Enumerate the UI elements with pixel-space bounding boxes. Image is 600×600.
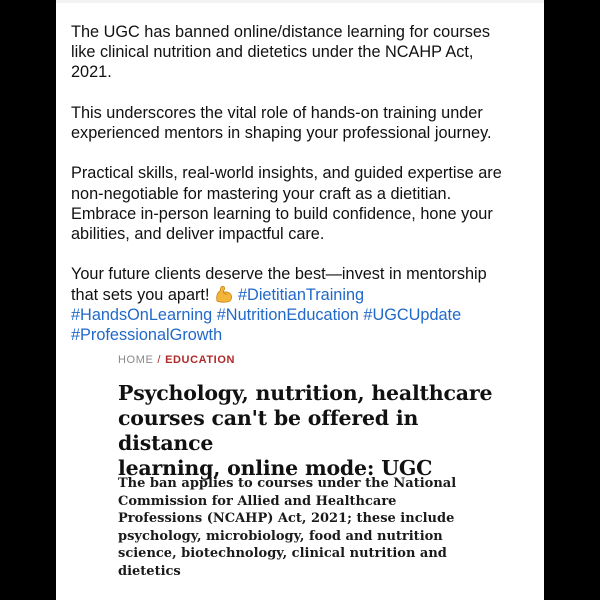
- hashtag-link[interactable]: #HandsOnLearning: [71, 305, 213, 324]
- post-line: The UGC has banned online/distance learning for courses: [71, 23, 491, 41]
- previous-post-edge: [56, 0, 544, 3]
- post-line: 2021.: [71, 63, 112, 82]
- post-line: [71, 285, 539, 305]
- flexed-biceps-icon: [214, 285, 234, 303]
- headline-line: courses can't be offered in distance: [118, 406, 419, 455]
- post-line: [71, 305, 539, 325]
- post-line: like clinical nutrition and dietetics under the NCAHP Act,: [71, 43, 474, 62]
- post-line: Embrace in-person learning to build confidence, hone your: [71, 204, 493, 223]
- post-line: This underscores the vital role of hands-on training under: [71, 103, 483, 122]
- hashtag-link[interactable]: #NutritionEducation: [216, 305, 359, 324]
- post-card: [56, 0, 544, 600]
- post-paragraph: [71, 22, 539, 83]
- cut-off-byline: [118, 595, 438, 600]
- summary-line: science, biotechnology, clinical nutrition and: [118, 546, 447, 561]
- post-line: abilities, and deliver impactful care.: [71, 225, 325, 243]
- post-line: [71, 325, 539, 345]
- hashtag-link[interactable]: #DietitianTraining: [238, 285, 365, 304]
- summary-line: Professions (NCAHP) Act, 2021; these include: [118, 511, 455, 526]
- post-line-text: that sets you apart!: [71, 285, 214, 304]
- post-paragraph: [71, 103, 539, 143]
- post-paragraph: [71, 264, 539, 345]
- breadcrumb-home: HOME: [118, 354, 154, 366]
- breadcrumb-separator: /: [157, 354, 162, 366]
- post-line: non-negotiable for mastering your craft as a dietitian.: [71, 184, 452, 203]
- post-line: Your future clients deserve the best—invest in mentorship: [71, 265, 487, 284]
- summary-line: dietetics: [118, 563, 181, 579]
- summary-line: psychology, microbiology, food and nutrition: [118, 528, 443, 544]
- headline-line: learning, online mode: UGC: [118, 456, 433, 480]
- headline-line: Psychology, nutrition, healthcare: [118, 381, 493, 405]
- post-line: Practical skills, real-world insights, and guided expertise are: [71, 164, 502, 183]
- article-summary: [118, 475, 510, 580]
- hashtag-link[interactable]: #ProfessionalGrowth: [71, 326, 223, 344]
- summary-line: The ban applies to courses under the National: [118, 476, 457, 491]
- post-line: experienced mentors in shaping your professional journey.: [71, 124, 492, 142]
- breadcrumb-section: EDUCATION: [165, 354, 236, 366]
- post-body: [71, 22, 539, 365]
- breadcrumb: [118, 354, 235, 366]
- post-paragraph: [71, 163, 539, 244]
- article-headline: [118, 381, 510, 481]
- hashtag-link[interactable]: #UGCUpdate: [363, 305, 462, 324]
- summary-line: Commission for Allied and Healthcare: [118, 493, 397, 509]
- article-screenshot: [118, 344, 512, 600]
